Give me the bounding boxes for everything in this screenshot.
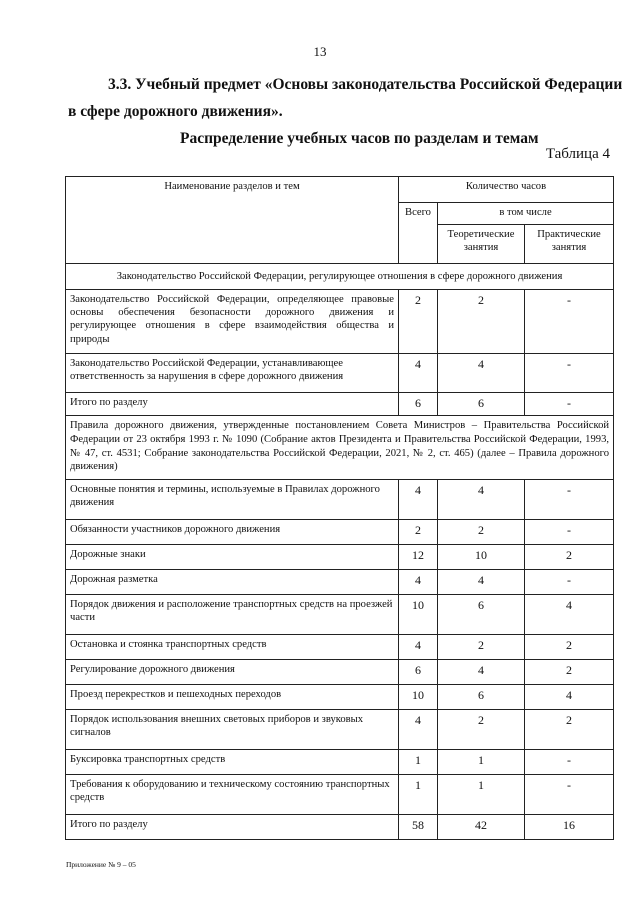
table-row-theory: 2 (438, 520, 525, 545)
table-row-name: Законодательство Российской Федерации, определяющее правовые основы обеспечения безопасности дорожного движения и регулирующее отношения в сфере взаимодействия общества и природы (66, 290, 399, 354)
table-row-name: Обязанности участников дорожного движения (66, 520, 399, 545)
table-heading: Распределение учебных часов по разделам и темам (180, 130, 539, 147)
table-row-practice: 2 (525, 660, 614, 685)
table-row-total: 1 (399, 775, 438, 815)
table-row-practice: 4 (525, 685, 614, 710)
section-title: Правила дорожного движения, утвержденные постановлением Совета Министров – Правительства Российской Федерации от 23 октября 1993 г. № 1090 (Собрание актов Президента и Правительства Российской Федерации, 1993, № 47, ст. 4531; Собрание законодательства Российской Федерации, 2021, № 2, ст. 465) (далее – Правила дорожного движения) (66, 416, 614, 480)
table-row-theory: 4 (438, 354, 525, 393)
table-row-theory: 4 (438, 570, 525, 595)
table-row-theory: 2 (438, 635, 525, 660)
subtotal-name: Итого по разделу (66, 815, 399, 840)
subtotal-name: Итого по разделу (66, 393, 399, 416)
section-title: Законодательство Российской Федерации, регулирующее отношения в сфере дорожного движения (66, 264, 614, 290)
table-row-theory: 1 (438, 750, 525, 775)
table-row-name: Дорожная разметка (66, 570, 399, 595)
header-theory: Теоретические занятия (438, 225, 525, 264)
table-row-theory: 2 (438, 290, 525, 354)
header-practice: Практические занятия (525, 225, 614, 264)
subtotal-theory: 6 (438, 393, 525, 416)
table-row-total: 6 (399, 660, 438, 685)
table-row-practice: - (525, 290, 614, 354)
table-row-name: Проезд перекрестков и пешеходных переходов (66, 685, 399, 710)
table-row-theory: 1 (438, 775, 525, 815)
table-row-theory: 2 (438, 710, 525, 750)
table-row-theory: 4 (438, 660, 525, 685)
section-heading-line1: 3.3. Учебный предмет «Основы законодательства Российской Федерации (108, 76, 623, 93)
table-row-practice: - (525, 480, 614, 520)
page-number: 13 (313, 44, 327, 59)
table-row-name: Остановка и стоянка транспортных средств (66, 635, 399, 660)
header-section-name: Наименование разделов и тем (66, 177, 399, 264)
table-row-name: Порядок использования внешних световых приборов и звуковых сигналов (66, 710, 399, 750)
table-row-total: 10 (399, 685, 438, 710)
table-row-total: 10 (399, 595, 438, 635)
table-row-practice: 2 (525, 710, 614, 750)
table-row-total: 12 (399, 545, 438, 570)
table-row-practice: - (525, 775, 614, 815)
table-row-total: 4 (399, 480, 438, 520)
table-row-total: 4 (399, 635, 438, 660)
table-row-theory: 4 (438, 480, 525, 520)
table-row-practice: 4 (525, 595, 614, 635)
table-row-practice: - (525, 570, 614, 595)
table-label: Таблица 4 (545, 146, 610, 162)
subtotal-theory: 42 (438, 815, 525, 840)
table-row-theory: 10 (438, 545, 525, 570)
header-including: в том числе (438, 203, 614, 225)
table-row-total: 1 (399, 750, 438, 775)
footer-note: Приложение № 9 – 05 (66, 860, 136, 869)
subtotal-practice: - (525, 393, 614, 416)
table-row-theory: 6 (438, 595, 525, 635)
table-row-name: Порядок движения и расположение транспортных средств на проезжей части (66, 595, 399, 635)
table-row-total: 2 (399, 290, 438, 354)
subtotal-practice: 16 (525, 815, 614, 840)
subtotal-total: 6 (399, 393, 438, 416)
hours-table (65, 176, 614, 840)
table-row-practice: 2 (525, 545, 614, 570)
table-row-practice: - (525, 750, 614, 775)
table-row-name: Дорожные знаки (66, 545, 399, 570)
table-row-name: Буксировка транспортных средств (66, 750, 399, 775)
header-hours: Количество часов (399, 177, 614, 203)
table-row-practice: 2 (525, 635, 614, 660)
table-row-name: Законодательство Российской Федерации, устанавливающее ответственность за нарушения в сфере дорожного движения (66, 354, 399, 393)
table-row-total: 4 (399, 354, 438, 393)
subtotal-total: 58 (399, 815, 438, 840)
section-heading-line2: в сфере дорожного движения». (68, 103, 283, 120)
table-row-name: Регулирование дорожного движения (66, 660, 399, 685)
header-total: Всего (399, 203, 438, 264)
table-row-practice: - (525, 520, 614, 545)
table-row-practice: - (525, 354, 614, 393)
table-row-theory: 6 (438, 685, 525, 710)
table-row-total: 4 (399, 710, 438, 750)
table-row-total: 4 (399, 570, 438, 595)
table-row-name: Требования к оборудованию и техническому состоянию транспортных средств (66, 775, 399, 815)
table-row-name: Основные понятия и термины, используемые в Правилах дорожного движения (66, 480, 399, 520)
table-row-total: 2 (399, 520, 438, 545)
